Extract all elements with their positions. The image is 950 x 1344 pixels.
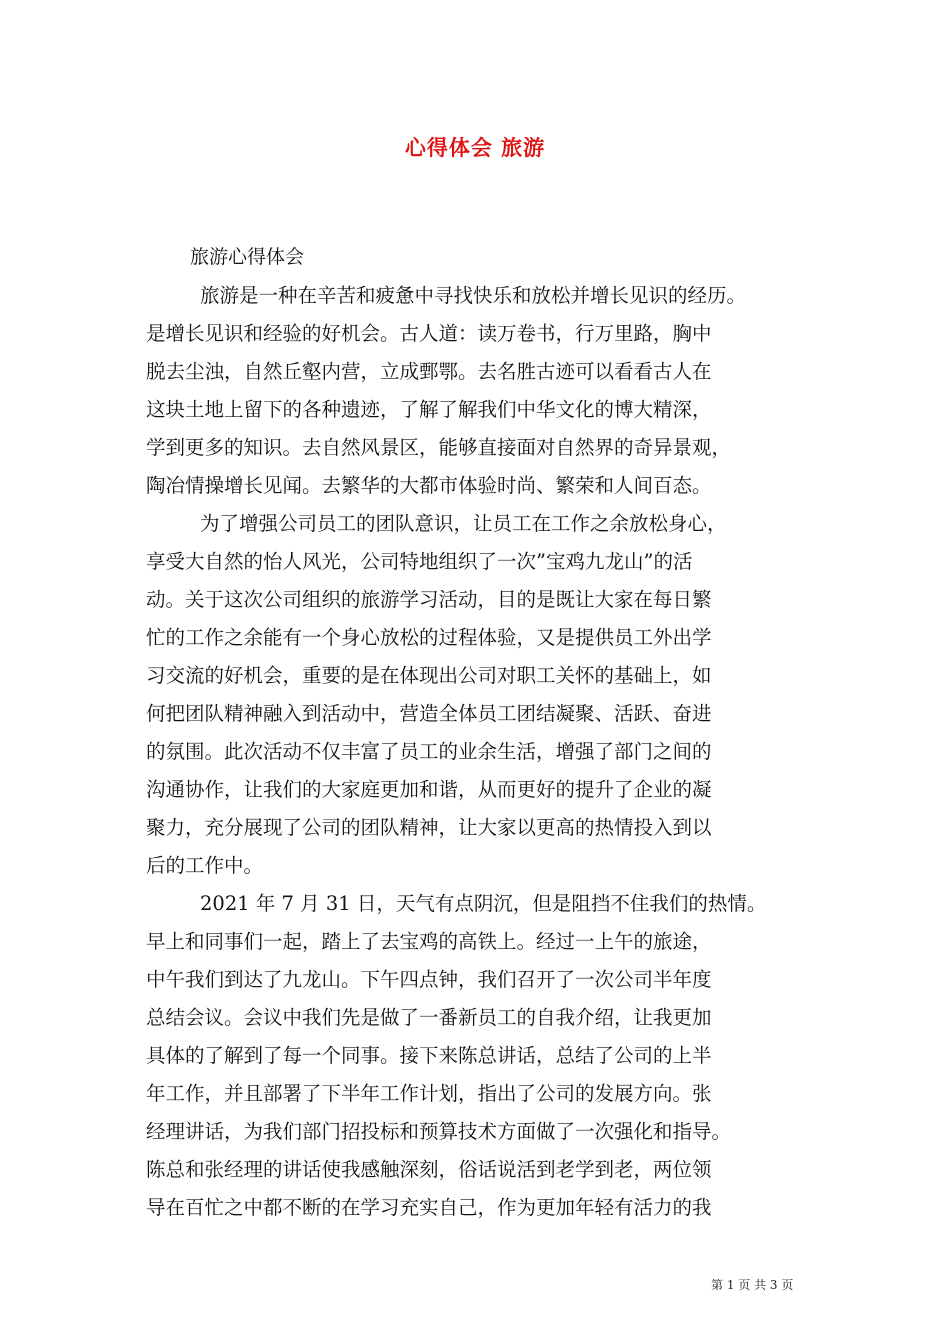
document-title: 心得体会 旅游 (404, 135, 546, 160)
text-line: 后的工作中。 (146, 854, 264, 877)
text-line: 脱去尘浊，自然丘壑内营，立成鄄鄂。去名胜古迹可以看看古人在 (146, 360, 712, 383)
text-line: 忙的工作之余能有一个身心放松的过程体验，又是提供员工外出学 (146, 626, 712, 649)
document-subtitle: 旅游心得体会 (190, 246, 305, 268)
text-line: 陈总和张经理的讲话使我感触深刻，俗话说活到老学到老，两位领 (146, 1158, 712, 1181)
text-line: 总结会议。会议中我们先是做了一番新员工的自我介绍，让我更加 (146, 1006, 712, 1029)
page-number-footer: 第 1 页 共 3 页 (711, 1278, 794, 1292)
text-line: 导在百忙之中都不断的在学习充实自己，作为更加年轻有活力的我 (146, 1196, 712, 1219)
text-line: 习交流的好机会，重要的是在体现出公司对职工关怀的基础上，如 (146, 664, 712, 687)
text-line: 这块土地上留下的各种遗迹，了解了解我们中华文化的博大精深， (146, 398, 712, 421)
text-line: 动。关于这次公司组织的旅游学习活动，目的是既让大家在每日繁 (146, 588, 712, 611)
text-line: 早上和同事们一起，踏上了去宝鸡的高铁上。经过一上午的旅途， (146, 930, 712, 953)
text-line: 为了增强公司员工的团队意识，让员工在工作之余放松身心， (200, 512, 727, 535)
text-line: 的氛围。此次活动不仅丰富了员工的业余生活，增强了部门之间的 (146, 740, 712, 763)
text-line: 旅游是一种在辛苦和疲惫中寻找快乐和放松并增长见识的经历。 (200, 284, 747, 307)
text-line: 2021 年 7 月 31 日，天气有点阴沉，但是阻挡不住我们的热情。 (200, 892, 767, 915)
text-line: 沟通协作，让我们的大家庭更加和谐，从而更好的提升了企业的凝 (146, 778, 712, 801)
text-line: 学到更多的知识。去自然风景区，能够直接面对自然界的奇异景观， (146, 436, 732, 459)
text-line: 具体的了解到了每一个同事。接下来陈总讲话，总结了公司的上半 (146, 1044, 712, 1067)
text-line: 经理讲话，为我们部门招投标和预算技术方面做了一次强化和指导。 (146, 1120, 732, 1143)
text-line: 是增长见识和经验的好机会。古人道：读万卷书，行万里路，胸中 (146, 322, 712, 345)
text-line: 中午我们到达了九龙山。下午四点钟，我们召开了一次公司半年度 (146, 968, 712, 991)
text-line: 陶冶情操增长见闻。去繁华的大都市体验时尚、繁荣和人间百态。 (146, 474, 712, 497)
text-line: 年工作，并且部署了下半年工作计划，指出了公司的发展方向。张 (146, 1082, 712, 1105)
text-line: 何把团队精神融入到活动中，营造全体员工团结凝聚、活跃、奋进 (146, 702, 712, 725)
text-line: 享受大自然的怡人风光，公司特地组织了一次”宝鸡九龙山”的活 (146, 550, 693, 573)
text-line: 聚力，充分展现了公司的团队精神，让大家以更高的热情投入到以 (146, 816, 712, 839)
